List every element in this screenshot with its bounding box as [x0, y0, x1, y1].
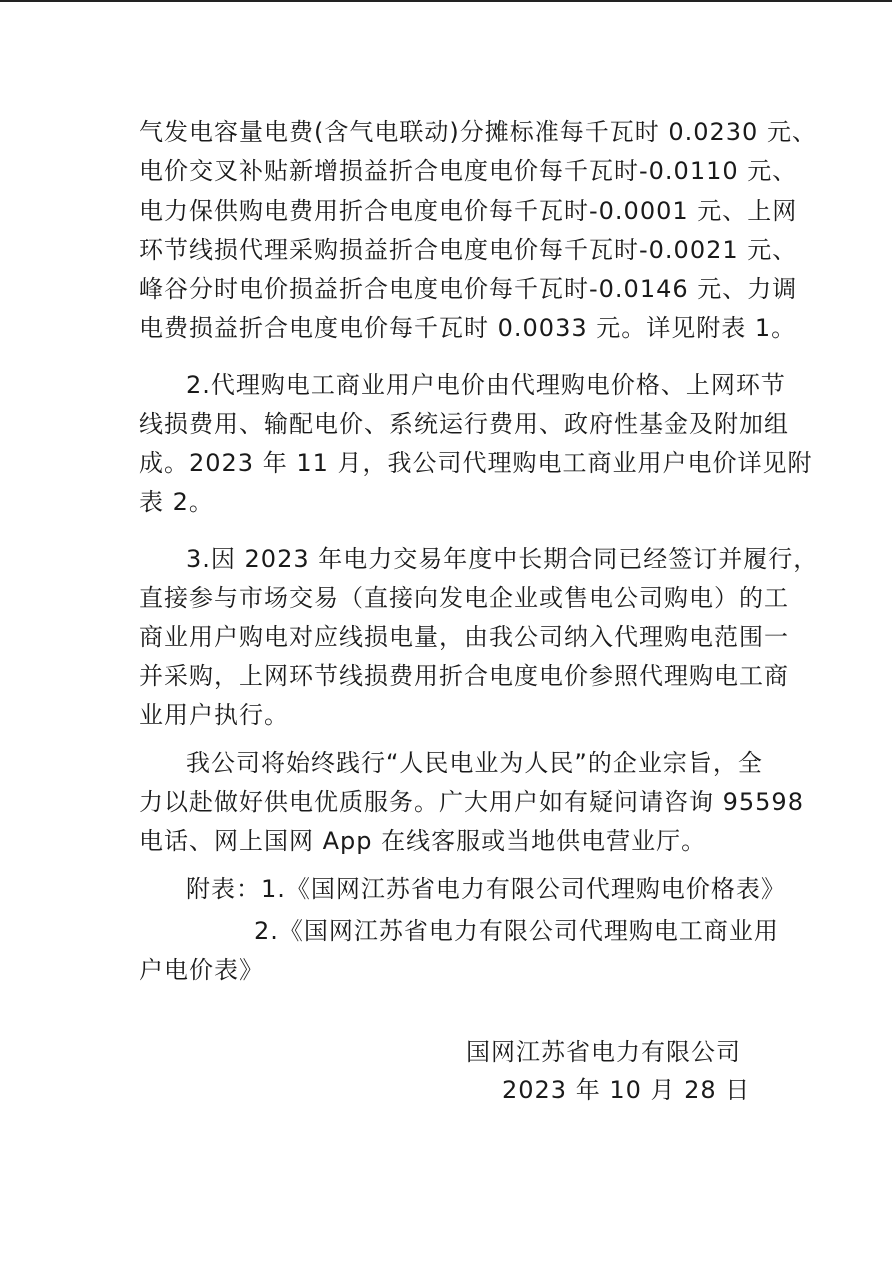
body-line: 峰谷分时电价损益折合电度电价每千瓦时-0.0146 元、力调: [139, 275, 798, 303]
body-line: 直接参与市场交易（直接向发电企业或售电公司购电）的工: [139, 584, 789, 612]
body-line: 电费损益折合电度电价每千瓦时 0.0033 元。详见附表 1。: [139, 314, 797, 342]
body-line: 电价交叉补贴新增损益折合电度电价每千瓦时-0.0110 元、: [139, 157, 798, 185]
paragraph-3-line: 3.因 2023 年电力交易年度中长期合同已经签订并履行，: [186, 545, 819, 573]
body-line: 气发电容量电费(含气电联动)分摊标准每千瓦时 0.0230 元、: [139, 118, 817, 146]
page-top-border: [0, 0, 892, 2]
body-line: 电力保供购电费用折合电度电价每千瓦时-0.0001 元、上网: [139, 197, 798, 225]
paragraph-2-line: 2.代理购电工商业用户电价由代理购电价格、上网环节: [186, 371, 786, 399]
body-line: 业用户执行。: [139, 701, 289, 729]
body-line: 力以赴做好供电优质服务。广大用户如有疑问请咨询 95598: [139, 788, 804, 816]
closing-paragraph-line: 我公司将始终践行“人民电业为人民”的企业宗旨，全: [186, 749, 763, 777]
body-line: 并采购，上网环节线损费用折合电度电价参照代理购电工商: [139, 662, 789, 690]
body-line: 表 2。: [139, 488, 214, 516]
attachment-2-continued: 户电价表》: [139, 956, 264, 984]
body-line: 成。2023 年 11 月，我公司代理购电工商业用户电价详见附: [139, 449, 813, 477]
signature-date: 2023 年 10 月 28 日: [502, 1076, 751, 1104]
body-line: 环节线损代理采购损益折合电度电价每千瓦时-0.0021 元、: [139, 236, 798, 264]
attachment-1: 附表：1.《国网江苏省电力有限公司代理购电价格表》: [186, 875, 786, 903]
body-line: 电话、网上国网 App 在线客服或当地供电营业厅。: [139, 827, 707, 855]
body-line: 商业用户购电对应线损电量，由我公司纳入代理购电范围一: [139, 623, 789, 651]
body-line: 线损费用、输配电价、系统运行费用、政府性基金及附加组: [139, 410, 789, 438]
attachment-2: 2.《国网江苏省电力有限公司代理购电工商业用: [254, 917, 779, 945]
signature-company: 国网江苏省电力有限公司: [466, 1038, 741, 1066]
